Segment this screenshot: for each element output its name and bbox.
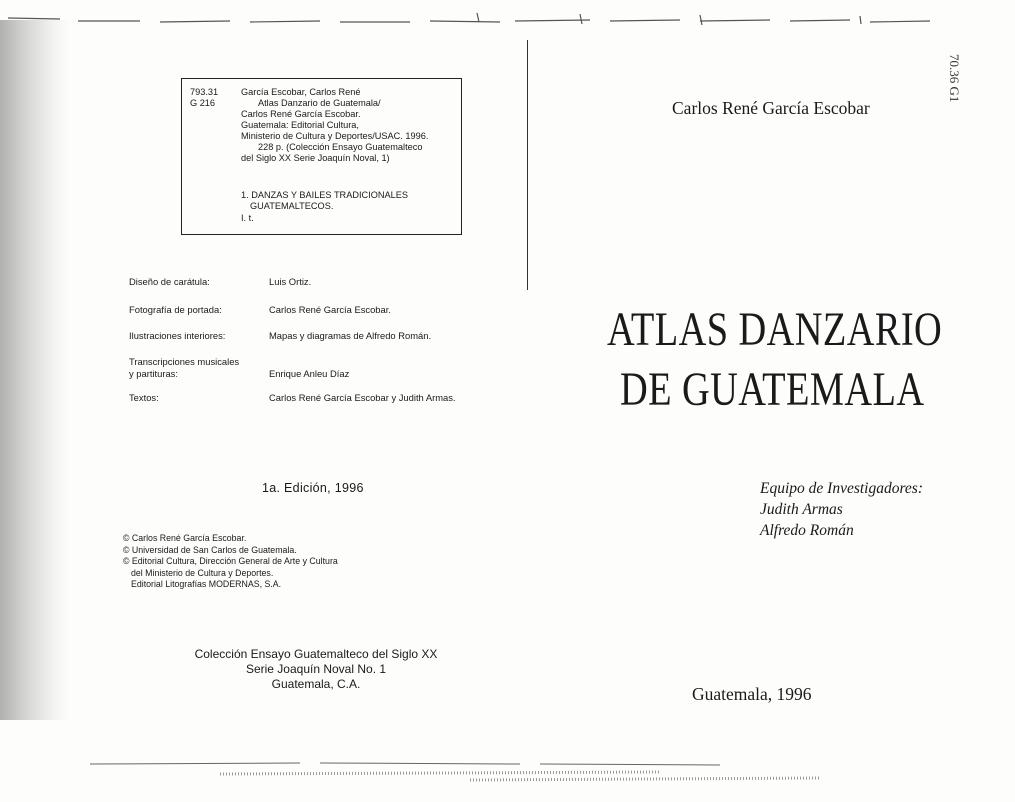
research-team — [760, 478, 923, 541]
copyright-line: © Editorial Cultura, Dirección General de Arte y Cultura — [123, 556, 338, 567]
catalog-line: 228 p. (Colección Ensayo Guatemalteco — [258, 142, 423, 152]
credit-label: Textos: — [129, 392, 159, 403]
scan-left-edge-shadow — [0, 20, 70, 720]
subject-heading: 1. DANZAS Y BAILES TRADICIONALES — [241, 190, 408, 200]
credit-label: Transcripciones musicales — [129, 356, 240, 367]
copyright-line: © Carlos René García Escobar. — [123, 533, 247, 543]
title-entry: I. t. — [241, 213, 254, 223]
credit-value: Enrique Anleu Díaz — [269, 368, 350, 379]
catalog-line: Carlos René García Escobar. — [241, 109, 361, 119]
credit-value: Mapas y diagramas de Alfredo Román. — [269, 330, 432, 341]
call-number: 793.31 — [190, 87, 219, 97]
book-title-line-1: ATLAS DANZARIO — [607, 303, 943, 356]
credit-label: Fotografía de portada: — [129, 304, 222, 315]
credit-value: Carlos René García Escobar y Judith Armas. — [269, 392, 456, 403]
collection-line: Guatemala, C.A. — [271, 677, 361, 691]
edition-line: 1a. Edición, 1996 — [262, 481, 364, 495]
collection-line: Serie Joaquín Noval No. 1 — [245, 662, 387, 676]
scan-bottom-edge — [0, 760, 1015, 790]
author-name: Carlos René García Escobar — [672, 98, 870, 118]
credit-label-continued: y partituras: — [129, 368, 178, 379]
team-member: Alfredo Román — [760, 522, 854, 539]
handwritten-note: 70.36 G1 — [947, 54, 962, 103]
scan-top-edge — [0, 12, 1015, 42]
copyright-line: Editorial Litografías MODERNAS, S.A. — [131, 579, 282, 590]
catalog-line: García Escobar, Carlos René — [241, 87, 361, 97]
copyright-line: © Universidad de San Carlos de Guatemala. — [123, 544, 297, 555]
catalog-line: del Siglo XX Serie Joaquín Noval, 1) — [241, 153, 390, 163]
catalog-line: Guatemala: Editorial Cultura, — [241, 120, 359, 130]
book-title-line-2: DE GUATEMALA — [620, 363, 925, 416]
credit-label: Ilustraciones interiores: — [129, 330, 226, 341]
book-spine — [527, 40, 528, 290]
team-member: Judith Armas — [760, 501, 843, 518]
copyright-line: del Ministerio de Cultura y Deportes. — [131, 567, 274, 578]
place-and-year: Guatemala, 1996 — [692, 684, 812, 704]
catalog-line: Atlas Danzario de Guatemala/ — [258, 98, 381, 108]
copyright-block — [123, 533, 338, 591]
catalog-line: Ministerio de Cultura y Deportes/USAC. 1996. — [241, 131, 429, 141]
credit-value: Luis Ortiz. — [269, 276, 312, 287]
collection-line: Colección Ensayo Guatemalteco del Siglo XX — [194, 647, 438, 661]
cutter-number: G 216 — [190, 98, 216, 108]
credit-value: Carlos René García Escobar. — [269, 304, 391, 315]
subject-heading: GUATEMALTECOS. — [250, 201, 334, 211]
catalog-card — [181, 78, 462, 235]
team-heading: Equipo de Investigadores: — [760, 480, 923, 497]
collection-block — [181, 647, 451, 692]
credit-label: Diseño de carátula: — [129, 276, 210, 287]
